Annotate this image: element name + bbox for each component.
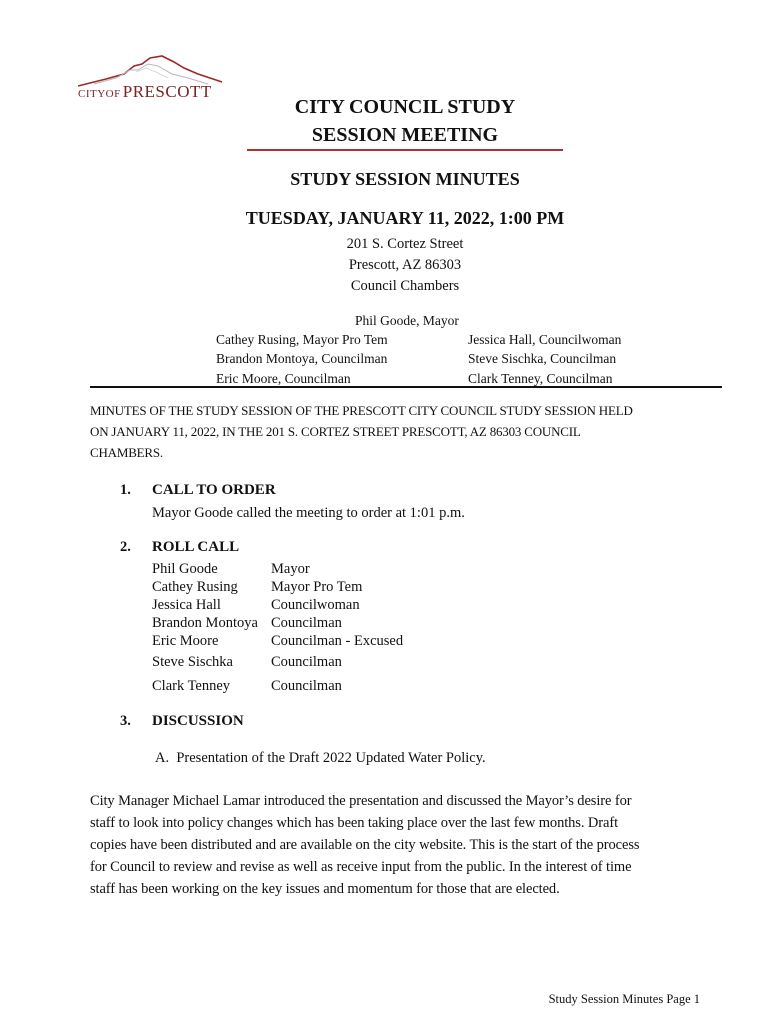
- council-member: Eric Moore, Councilman: [216, 371, 351, 386]
- section-heading-call-to-order: CALL TO ORDER: [152, 482, 276, 498]
- roll-call-name: Steve Sischka: [152, 654, 233, 670]
- council-member: Jessica Hall, Councilwoman: [468, 332, 622, 347]
- table-row: [152, 561, 403, 579]
- intro-paragraph: [90, 400, 700, 463]
- discussion-item-a: A. Presentation of the Draft 2022 Updated Water Policy.: [155, 750, 486, 766]
- roll-call-role: Councilman: [271, 615, 342, 631]
- table-row: [152, 633, 403, 651]
- table-row: [152, 579, 403, 597]
- roll-call-name: Phil Goode: [152, 561, 218, 577]
- page-footer: Study Session Minutes Page 1: [548, 992, 700, 1006]
- roll-call-role: Councilwoman: [271, 597, 360, 613]
- roll-call-name: Eric Moore: [152, 633, 219, 649]
- table-row: [152, 597, 403, 615]
- roll-call-name: Clark Tenney: [152, 678, 231, 694]
- address-line-2: Prescott, AZ 86303: [348, 257, 462, 273]
- logo-city-text: CITY: [78, 88, 106, 100]
- section-number: 2.: [120, 539, 131, 555]
- subtitle: STUDY SESSION MINUTES: [290, 169, 520, 189]
- roll-call-table: [152, 561, 403, 699]
- roll-call-name: Jessica Hall: [152, 597, 221, 613]
- section-heading-roll-call: ROLL CALL: [152, 539, 240, 555]
- section-number: 1.: [120, 482, 131, 498]
- header-divider: [90, 386, 722, 388]
- roll-call-name: Brandon Montoya: [152, 615, 258, 631]
- section-heading-discussion: DISCUSSION: [152, 713, 244, 729]
- council-member: Cathey Rusing, Mayor Pro Tem: [216, 332, 388, 347]
- logo-of-text: OF: [105, 88, 121, 100]
- mayor-line: Phil Goode, Mayor: [355, 313, 459, 328]
- logo-prescott-text: PRESCOTT: [122, 82, 212, 101]
- intro-line: CHAMBERS.: [90, 445, 163, 460]
- section-number: 3.: [120, 713, 131, 729]
- table-row: [152, 675, 403, 699]
- page-title-line2: SESSION MEETING: [311, 124, 499, 146]
- roll-call-role: Mayor: [271, 561, 310, 577]
- roll-call-name: Cathey Rusing: [152, 579, 238, 595]
- council-member: Brandon Montoya, Councilman: [216, 351, 388, 366]
- paragraph-line: copies have been distributed and are available on the city website. This is the start of the process: [90, 837, 640, 853]
- paragraph-line: staff has been working on the key issues and momentum for those that are elected.: [90, 881, 560, 897]
- page-title-line1: CITY COUNCIL STUDY: [294, 96, 516, 118]
- council-member: Steve Sischka, Councilman: [468, 351, 617, 366]
- roll-call-role: Councilman: [271, 678, 342, 694]
- paragraph-line: City Manager Michael Lamar introduced the presentation and discussed the Mayor’s desire for: [90, 793, 632, 809]
- intro-line: ON JANUARY 11, 2022, IN THE 201 S. CORTEZ STREET PRESCOTT, AZ 86303 COUNCIL: [90, 424, 581, 439]
- table-row: [152, 651, 403, 675]
- call-to-order-text: Mayor Goode called the meeting to order at 1:01 p.m.: [152, 505, 465, 521]
- council-member: Clark Tenney, Councilman: [468, 371, 613, 386]
- title-underline: [247, 149, 563, 151]
- address-line-3: Council Chambers: [350, 278, 460, 294]
- roll-call-role: Councilman - Excused: [271, 633, 404, 649]
- intro-line: MINUTES OF THE STUDY SESSION OF THE PRESCOTT CITY COUNCIL STUDY SESSION HELD: [90, 403, 633, 418]
- roll-call-role: Mayor Pro Tem: [271, 579, 363, 595]
- meeting-date: TUESDAY, JANUARY 11, 2022, 1:00 PM: [245, 208, 565, 228]
- discussion-paragraph: [90, 790, 690, 900]
- paragraph-line: staff to look into policy changes which has been taking place over the last few months. Draft: [90, 815, 618, 831]
- table-row: [152, 615, 403, 633]
- address-line-1: 201 S. Cortez Street: [346, 236, 464, 252]
- paragraph-line: for Council to review and revise as well as receive input from the public. In the interest of time: [90, 859, 632, 875]
- roll-call-role: Councilman: [271, 654, 342, 670]
